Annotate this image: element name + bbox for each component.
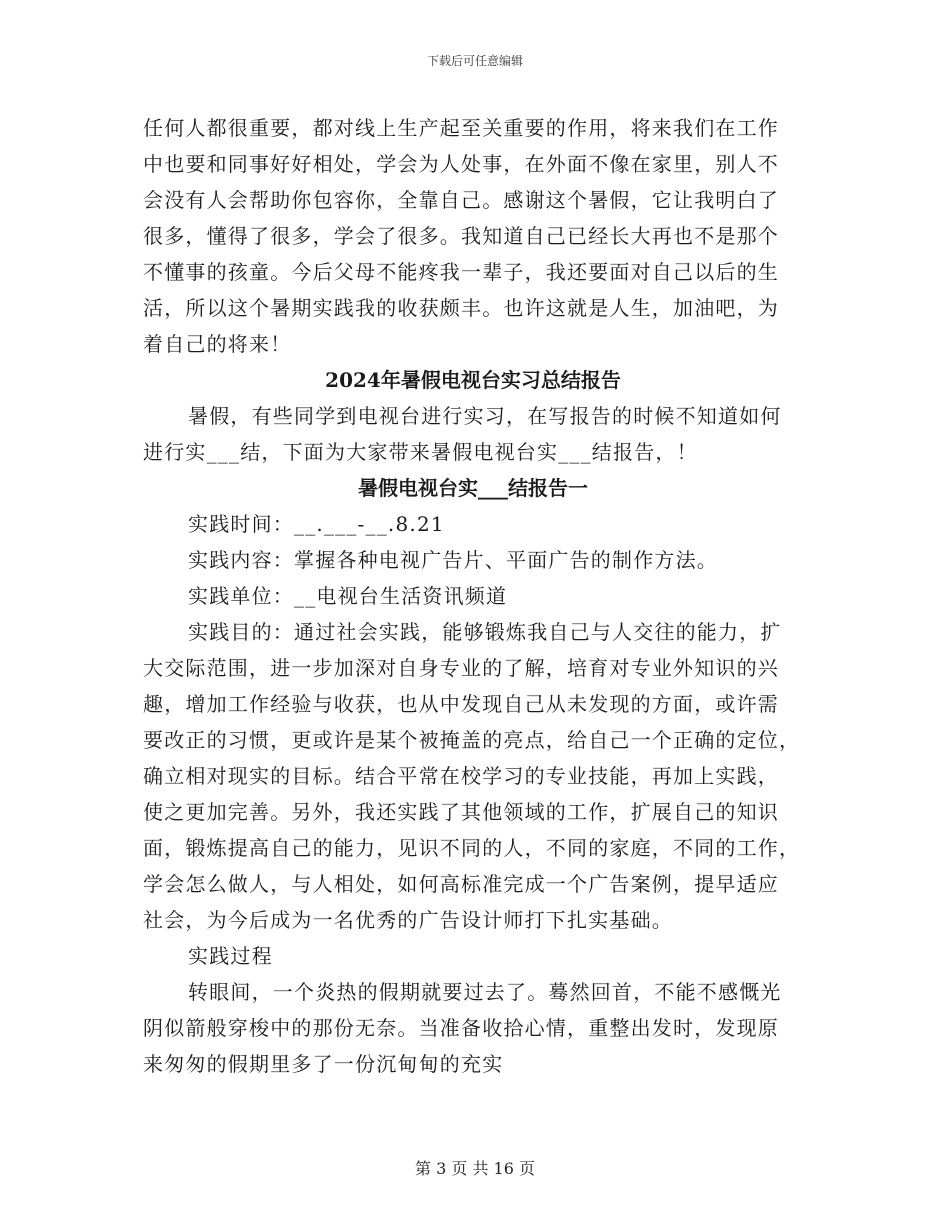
text-line: 阴似箭般穿梭中的那份无奈。当准备收拾心情，重整出发时，发现原 xyxy=(143,1016,779,1040)
practice-unit: 实践单位：__电视台生活资讯频道 xyxy=(188,584,508,608)
text-line: 进行实___结，下面为大家带来暑假电视台实___结报告，！ xyxy=(143,440,698,464)
text-line: 趣，增加工作经验与收获，也从中发现自己从未发现的方面，或许需 xyxy=(143,692,779,716)
text-line: 社会，为今后成为一名优秀的广告设计师打下扎实基础。 xyxy=(143,908,673,932)
text-line: 暑假，有些同学到电视台进行实习，在写报告的时候不知道如何 xyxy=(188,404,782,428)
practice-time: 实践时间：__.___-__.8.21 xyxy=(188,512,445,536)
practice-content: 实践内容：掌握各种电视广告片、平面广告的制作方法。 xyxy=(188,548,718,572)
text-line: 活，所以这个暑期实践我的收获颇丰。也许这就是人生，加油吧，为 xyxy=(143,296,779,320)
text-line: 确立相对现实的目标。结合平常在校学习的专业技能，再加上实践， xyxy=(143,764,779,788)
document-body xyxy=(143,110,803,1082)
text-line: 很多，懂得了很多，学会了很多。我知道自己已经长大再也不是那个 xyxy=(143,224,779,248)
text-line: 转眼间，一个炎热的假期就要过去了。蓦然回首，不能不感慨光 xyxy=(188,980,782,1004)
text-line: 中也要和同事好好相处，学会为人处事，在外面不像在家里，别人不 xyxy=(143,152,779,176)
text-line: 会没有人会帮助你包容你，全靠自己。感谢这个暑假，它让我明白了 xyxy=(143,188,779,212)
section-title: 暑假电视台实___结报告一 xyxy=(358,476,588,500)
paragraph-process xyxy=(143,974,803,1082)
text-line: 要改正的习惯，更或许是某个被掩盖的亮点，给自己一个正确的定位， xyxy=(143,728,801,752)
text-line: 面，锻炼提高自己的能力，见识不同的人，不同的家庭，不同的工作， xyxy=(143,836,801,860)
paragraph-purpose xyxy=(143,614,803,938)
text-line: 来匆匆的假期里多了一份沉甸甸的充实 xyxy=(143,1052,504,1076)
report-title: 2024年暑假电视台实习总结报告 xyxy=(325,368,621,392)
text-line: 着自己的将来！ xyxy=(143,332,292,356)
page-header-note: 下载后可任意编辑 xyxy=(426,54,523,68)
text-line: 大交际范围，进一步加深对自身专业的了解，培育对专业外知识的兴 xyxy=(143,656,779,680)
paragraph-1 xyxy=(143,110,803,362)
text-line: 学会怎么做人，与人相处，如何高标准完成一个广告案例，提早适应 xyxy=(143,872,779,896)
text-line: 实践目的：通过社会实践，能够锻炼我自己与人交往的能力，扩 xyxy=(188,620,782,644)
text-line: 任何人都很重要，都对线上生产起至关重要的作用，将来我们在工作 xyxy=(143,116,779,140)
page-number-footer: 第 3 页 共 16 页 xyxy=(415,1159,535,1178)
practice-process-heading: 实践过程 xyxy=(188,944,273,968)
text-line: 使之更加完善。另外，我还实践了其他领域的工作，扩展自己的知识 xyxy=(143,800,779,824)
text-line: 不懂事的孩童。今后父母不能疼我一辈子，我还要面对自己以后的生 xyxy=(143,260,779,284)
paragraph-2 xyxy=(143,398,803,470)
